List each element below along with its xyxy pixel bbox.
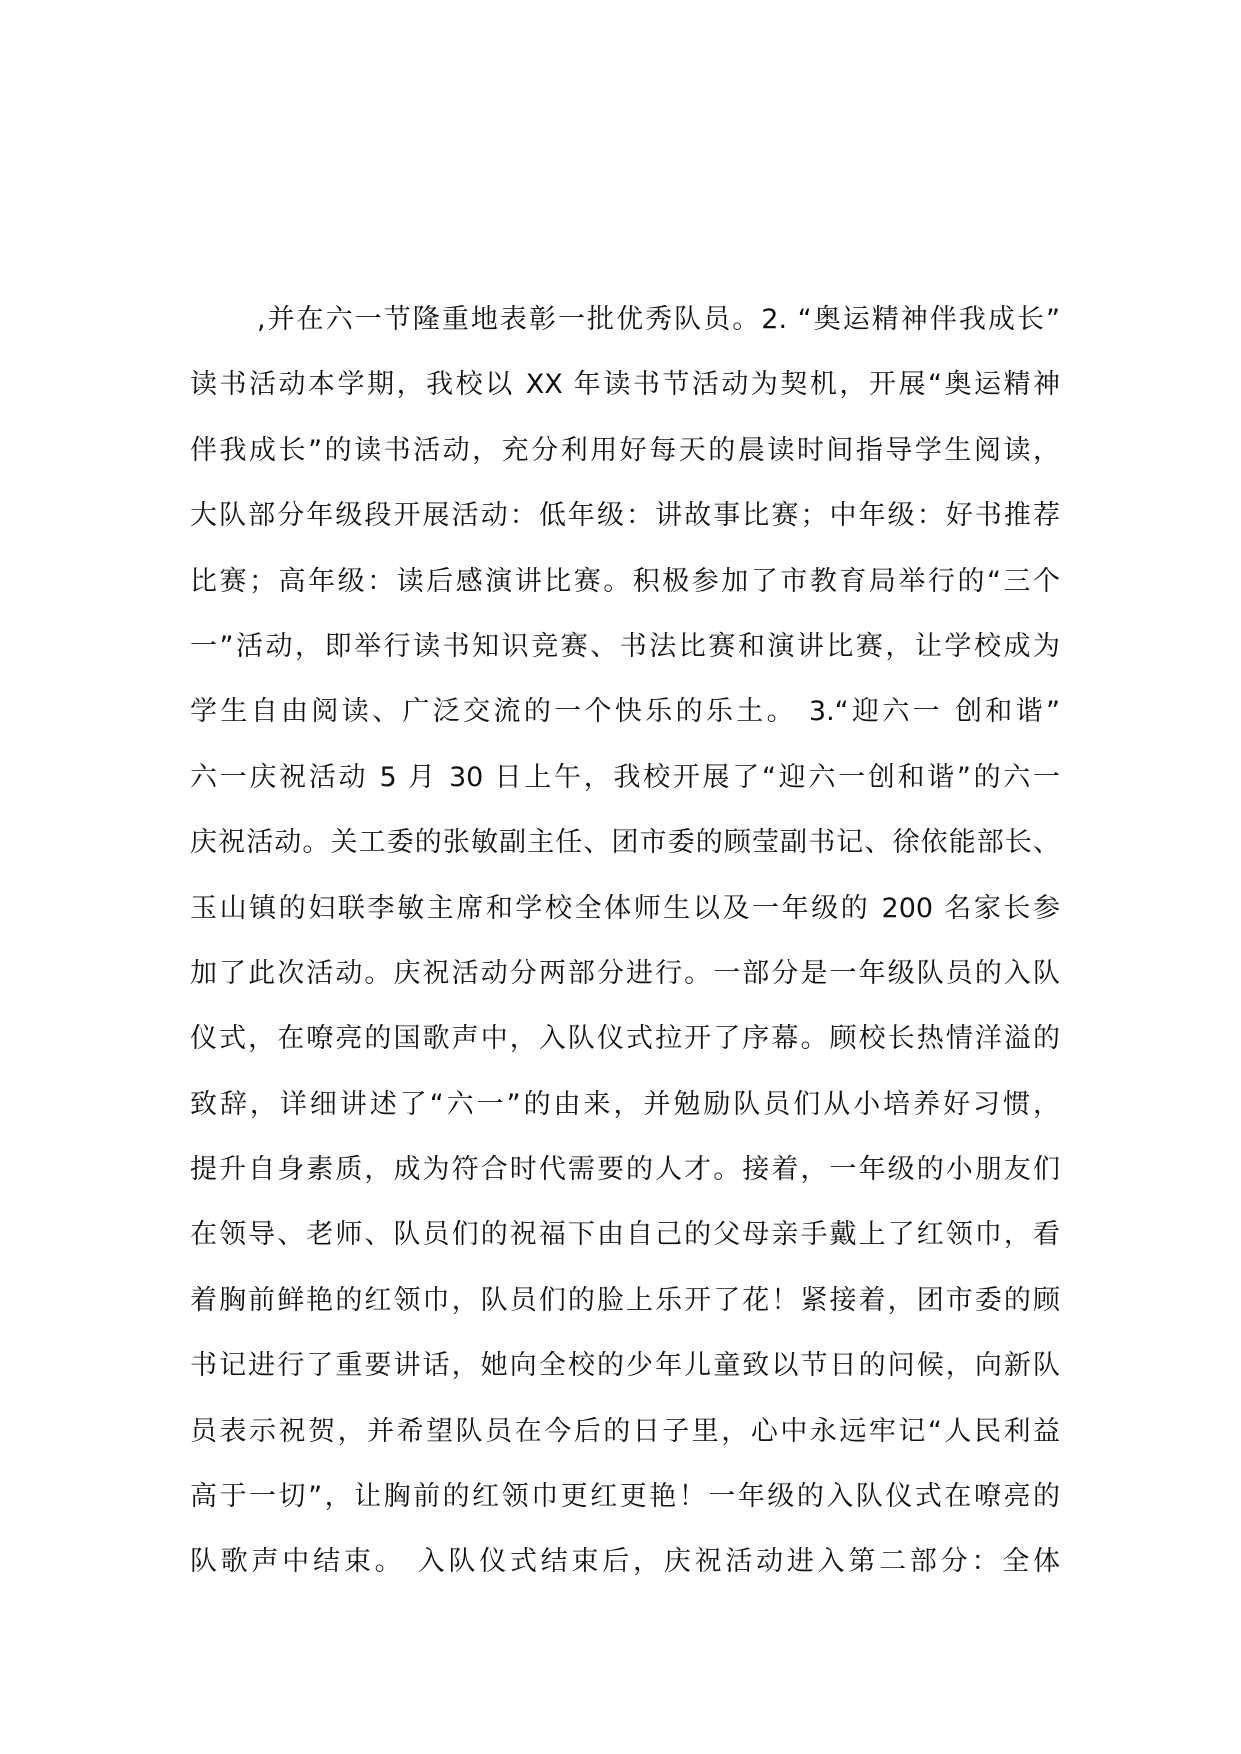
- text-line: 仪式，在嘹亮的国歌声中，入队仪式拉开了序幕。顾校长热情洋溢的: [190, 1023, 1060, 1055]
- text-line: 员表示祝贺，并希望队员在今后的日子里，心中永远牢记“人民利益: [190, 1415, 1060, 1447]
- text-line: 比赛；高年级：读后感演讲比赛。积极参加了市教育局举行的“三个: [190, 565, 1060, 597]
- text-line: 队歌声中结束。 入队仪式结束后，庆祝活动进入第二部分：全体: [190, 1546, 1060, 1578]
- text-line: 学生自由阅读、广泛交流的一个快乐的乐土。 3.“迎六一 创和谐”: [190, 696, 1060, 728]
- text-line: 玉山镇的妇联李敏主席和学校全体师生以及一年级的 200 名家长参: [190, 892, 1060, 924]
- text-line: ,并在六一节隆重地表彰一批优秀队员。2. “奥运精神伴我成长”: [257, 304, 1060, 335]
- text-line: 在领导、老师、队员们的祝福下由自己的父母亲手戴上了红领巾，看: [190, 1219, 1060, 1251]
- text-line: 庆祝活动。关工委的张敏副主任、团市委的顾莹副书记、徐依能部长、: [190, 827, 1060, 859]
- text-line: 读书活动本学期，我校以 XX 年读书节活动为契机，开展“奥运精神: [190, 369, 1060, 401]
- text-line: 致辞，详细讲述了“六一”的由来，并勉励队员们从小培养好习惯，: [190, 1088, 1060, 1120]
- text-line: 高于一切”，让胸前的红领巾更红更艳！一年级的入队仪式在嘹亮的: [190, 1481, 1060, 1513]
- text-line: 提升自身素质，成为符合时代需要的人才。接着，一年级的小朋友们: [190, 1154, 1060, 1186]
- text-line: 大队部分年级段开展活动：低年级：讲故事比赛；中年级：好书推荐: [190, 500, 1060, 532]
- text-line: 六一庆祝活动 5 月 30 日上午，我校开展了“迎六一创和谐”的六一: [190, 761, 1060, 793]
- text-line: 着胸前鲜艳的红领巾，队员们的脸上乐开了花！紧接着，团市委的顾: [190, 1284, 1060, 1316]
- body-text: [190, 287, 1060, 1595]
- text-line: 书记进行了重要讲话，她向全校的少年儿童致以节日的问候，向新队: [190, 1350, 1060, 1382]
- text-line: 加了此次活动。庆祝活动分两部分进行。一部分是一年级队员的入队: [190, 957, 1060, 989]
- text-line: 一”活动，即举行读书知识竞赛、书法比赛和演讲比赛，让学校成为: [190, 630, 1060, 662]
- text-line: 伴我成长”的读书活动，充分利用好每天的晨读时间指导学生阅读，: [190, 434, 1060, 466]
